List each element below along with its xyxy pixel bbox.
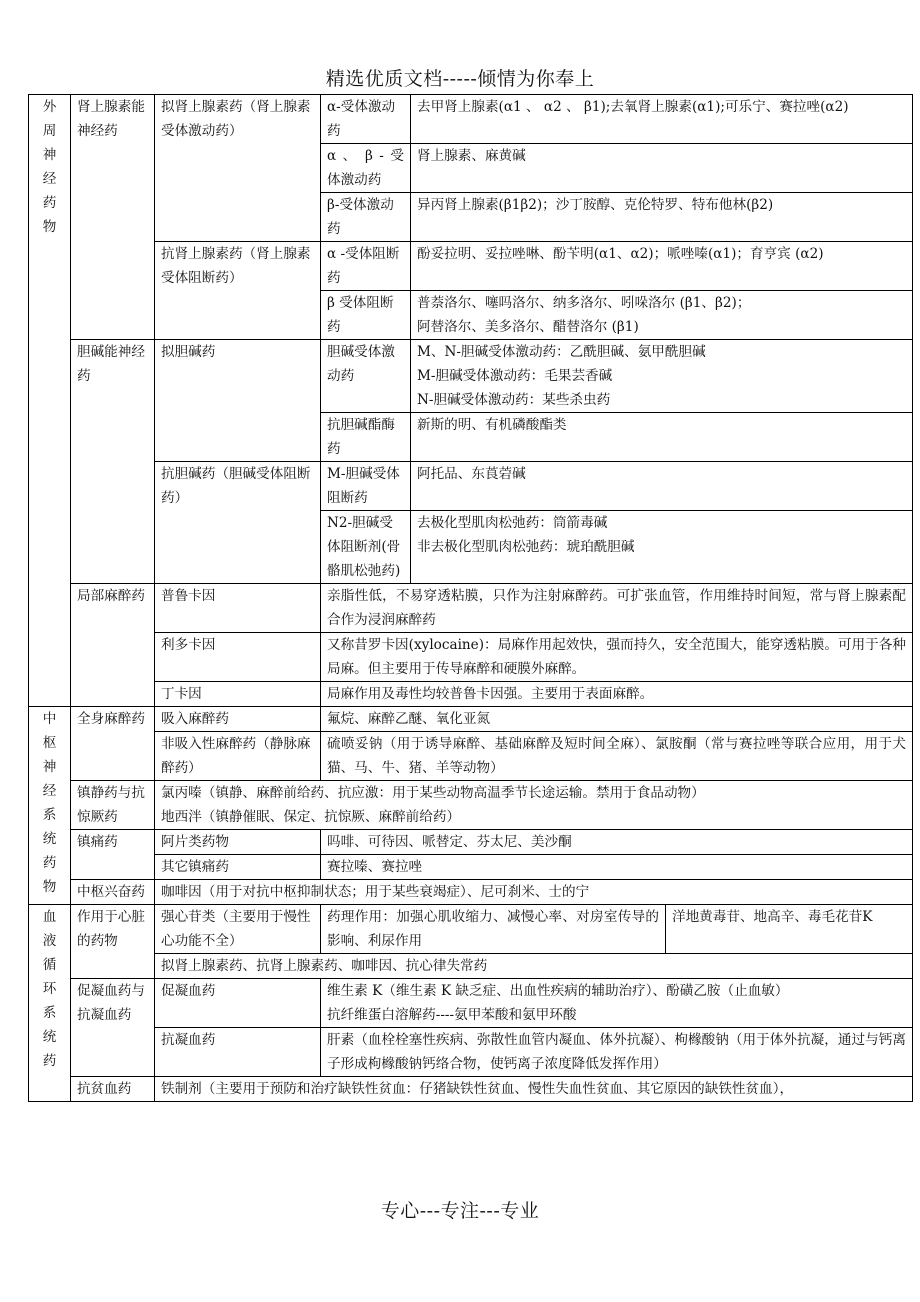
subcategory-chol-agonist: 拟胆碱药 bbox=[155, 340, 321, 462]
type-m-blocker: M-胆碱受体阻断药 bbox=[321, 462, 411, 511]
category-analgesic: 镇痛药 bbox=[71, 830, 155, 880]
drugs-b-blocker bbox=[411, 291, 913, 340]
category-sedative: 镇静药与抗惊厥药 bbox=[71, 781, 155, 830]
desc-procaine: 亲脂性低，不易穿透粘膜，只作为注射麻醉药。可扩张血管，作用维持时间短，常与肾上腺素配合作为浸润麻醉药 bbox=[321, 584, 913, 633]
drugs-sedative-line: 氯丙嗪（镇静、麻醉前给药、抗应激：用于某些动物高温季节长途运输。禁用于食品动物） bbox=[161, 785, 705, 801]
drugs-b-agonist: 异丙肾上腺素(β1β2)；沙丁胺醇、克伦特罗、特布他林(β2) bbox=[411, 193, 913, 242]
section-central-cell bbox=[29, 707, 71, 905]
section-central: 中枢神经系统药物 bbox=[42, 711, 57, 895]
section-peripheral-cell bbox=[29, 95, 71, 707]
subcategory-coagulant: 促凝血药 bbox=[155, 979, 321, 1028]
drugs-antianemic: 铁制剂（主要用于预防和治疗缺铁性贫血：仔猪缺铁性贫血、慢性失血性贫血、其它原因的缺铁性贫血）， bbox=[155, 1077, 913, 1102]
desc-lidocaine: 又称昔罗卡因(xylocaine)：局麻作用起效快，强而持久，安全范围大，能穿透粘膜。可用于各种局麻。但主要用于传导麻醉和硬膜外麻醉。 bbox=[321, 633, 913, 682]
table-row bbox=[29, 1028, 913, 1077]
drugs-non-inhalation: 硫喷妥钠（用于诱导麻醉、基础麻醉及短时间全麻）、氯胺酮（常与赛拉唑等联合应用，用于犬猫、马、牛、猪、羊等动物） bbox=[321, 732, 913, 781]
table-row bbox=[29, 732, 913, 781]
drugs-coagulant bbox=[321, 979, 913, 1028]
drugs-m-blocker: 阿托品、东莨菪碱 bbox=[411, 462, 913, 511]
subcategory-adr-agonist: 拟肾上腺素药（肾上腺素受体激动药） bbox=[155, 95, 321, 242]
action-cardiac-glycoside: 药理作用：加强心肌收缩力、减慢心率、对房室传导的影响、利尿作用 bbox=[321, 905, 666, 954]
table-row bbox=[29, 340, 913, 413]
drugs-other-analgesic: 赛拉嗪、赛拉唑 bbox=[321, 855, 913, 880]
drugs-coagulant-line: 维生素 K（维生素 K 缺乏症、出血性疾病的辅助治疗）、酚磺乙胺（止血敏） bbox=[327, 983, 789, 999]
drugs-sedative-line: 地西泮（镇静催眠、保定、抗惊厥、麻醉前给药） bbox=[161, 809, 461, 825]
subcategory-opioid: 阿片类药物 bbox=[155, 830, 321, 855]
category-general-anesthetic: 全身麻醉药 bbox=[71, 707, 155, 781]
type-a-agonist: α-受体激动药 bbox=[321, 95, 411, 144]
drugs-ab-agonist: 肾上腺素、麻黄碱 bbox=[411, 144, 913, 193]
drugs-a-blocker: 酚妥拉明、妥拉唑啉、酚苄明(α1、α2)；哌唑嗪(α1)；育亨宾 (α2) bbox=[411, 242, 913, 291]
drug-procaine: 普鲁卡因 bbox=[155, 584, 321, 633]
drugs-anticoagulant: 肝素（血栓栓塞性疾病、弥散性血管内凝血、体外抗凝）、枸橼酸钠（用于体外抗凝，通过与钙离子形成枸橼酸钠钙络合物，使钙离子浓度降低发挥作用） bbox=[321, 1028, 913, 1077]
table-row bbox=[29, 462, 913, 511]
table-row bbox=[29, 905, 913, 954]
subcategory-chol-antagonist: 抗胆碱药（胆碱受体阻断药） bbox=[155, 462, 321, 584]
category-adrenergic: 肾上腺素能神经药 bbox=[71, 95, 155, 340]
drugs-chol-line: M-胆碱受体激动药：毛果芸香碱 bbox=[417, 368, 613, 384]
type-anti-cholinesterase: 抗胆碱酯酶药 bbox=[321, 413, 411, 462]
subcategory-inhalation: 吸入麻醉药 bbox=[155, 707, 321, 732]
drugs-coagulant-line: 抗纤维蛋白溶解药----氨甲苯酸和氨甲环酸 bbox=[327, 1007, 577, 1023]
type-chol-receptor-agonist: 胆碱受体激动药 bbox=[321, 340, 411, 413]
drugs-inhalation: 氟烷、麻醉乙醚、氧化亚氮 bbox=[321, 707, 913, 732]
table-row bbox=[29, 855, 913, 880]
table-row bbox=[29, 830, 913, 855]
category-local-anesthetic: 局部麻醉药 bbox=[71, 584, 155, 707]
section-blood: 血液循环系统药 bbox=[42, 909, 57, 1069]
drugs-b-blocker-line: 阿替洛尔、美多洛尔、醋替洛尔 (β1) bbox=[417, 319, 639, 335]
page-header: 精选优质文档-----倾情为你奉上 bbox=[325, 68, 595, 90]
drugs-n2-line: 去极化型肌肉松弛药：筒箭毒碱 bbox=[417, 515, 608, 531]
drugs-chol-receptor-agonist bbox=[411, 340, 913, 413]
type-b-agonist: β-受体激动药 bbox=[321, 193, 411, 242]
category-coag-anticoag: 促凝血药与抗凝血药 bbox=[71, 979, 155, 1077]
drugs-chol-line: N-胆碱受体激动药：某些杀虫药 bbox=[417, 392, 611, 408]
drugs-cns-stimulant: 咖啡因（用于对抗中枢抑制状态；用于某些衰竭症）、尼可刹米、士的宁 bbox=[155, 880, 913, 905]
drugs-cardiac-glycoside: 洋地黄毒苷、地高辛、毒毛花苷K bbox=[666, 905, 913, 954]
table-row bbox=[29, 1077, 913, 1102]
category-antianemic: 抗贫血药 bbox=[71, 1077, 155, 1102]
type-n2-blocker: N2-胆碱受体阻断剂(骨骼肌松弛药) bbox=[321, 511, 411, 584]
table-row bbox=[29, 954, 913, 979]
drugs-n2-line: 非去极化型肌肉松弛药：琥珀酰胆碱 bbox=[417, 539, 635, 555]
section-peripheral: 外周神经药物 bbox=[42, 99, 57, 235]
desc-tetracaine: 局麻作用及毒性均较普鲁卡因强。主要用于表面麻醉。 bbox=[321, 682, 913, 707]
subcategory-non-inhalation: 非吸入性麻醉药（静脉麻醉药） bbox=[155, 732, 321, 781]
drugs-sedative bbox=[155, 781, 913, 830]
drugs-b-blocker-line: 普萘洛尔、噻吗洛尔、纳多洛尔、吲哚洛尔 (β1、β2)； bbox=[417, 295, 751, 311]
type-b-blocker: β 受体阻断药 bbox=[321, 291, 411, 340]
category-cns-stimulant: 中枢兴奋药 bbox=[71, 880, 155, 905]
drugs-a-agonist: 去甲肾上腺素(α1 、 α2 、 β1);去氧肾上腺素(α1);可乐宁、赛拉唑(α2) bbox=[411, 95, 913, 144]
page-footer: 专心---专注---专业 bbox=[380, 1200, 540, 1222]
category-cholinergic: 胆碱能神经药 bbox=[71, 340, 155, 584]
table-row bbox=[29, 707, 913, 732]
drugs-n2-blocker bbox=[411, 511, 913, 584]
table-row bbox=[29, 633, 913, 682]
drug-lidocaine: 利多卡因 bbox=[155, 633, 321, 682]
type-ab-agonist: α 、 β - 受体激动药 bbox=[321, 144, 411, 193]
subcategory-adr-antagonist: 抗肾上腺素药（肾上腺素受体阻断药） bbox=[155, 242, 321, 340]
category-cardiac: 作用于心脏的药物 bbox=[71, 905, 155, 979]
table-row bbox=[29, 880, 913, 905]
drugs-chol-line: M、N-胆碱受体激动药：乙酰胆碱、氨甲酰胆碱 bbox=[417, 344, 706, 360]
table-row bbox=[29, 682, 913, 707]
table-row bbox=[29, 95, 913, 144]
type-a-blocker: α -受体阻断药 bbox=[321, 242, 411, 291]
drugs-opioid: 吗啡、可待因、哌替定、芬太尼、美沙酮 bbox=[321, 830, 913, 855]
section-blood-cell bbox=[29, 905, 71, 1102]
drug-tetracaine: 丁卡因 bbox=[155, 682, 321, 707]
drugs-anti-cholinesterase: 新斯的明、有机磷酸酯类 bbox=[411, 413, 913, 462]
subcategory-anticoagulant: 抗凝血药 bbox=[155, 1028, 321, 1077]
subcategory-other-analgesic: 其它镇痛药 bbox=[155, 855, 321, 880]
table-row bbox=[29, 584, 913, 633]
subcategory-cardiac-glycoside: 强心苷类（主要用于慢性心功能不全） bbox=[155, 905, 321, 954]
drug-classification-table bbox=[28, 94, 913, 1102]
table-row bbox=[29, 979, 913, 1028]
drugs-cardiac-others: 拟肾上腺素药、抗肾上腺素药、咖啡因、抗心律失常药 bbox=[155, 954, 913, 979]
